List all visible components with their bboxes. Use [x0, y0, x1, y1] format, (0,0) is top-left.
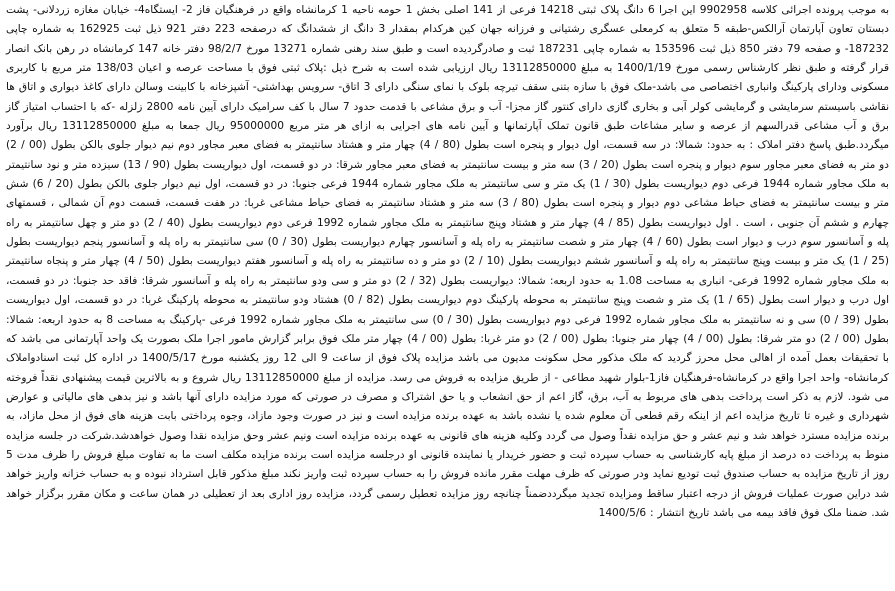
- auction-notice-body-text: به موجب پرونده اجرائی کلاسه 9902958 این اجرا 6 دانگ پلاک ثبتی 14218 فرعی از 141 اصلی بخش 1 حومه ناحیه 1 کرمانشاه واقع در فرهنگیان فاز 2- ایستگاه4- خیابان مغازه زردلانی- پشت دبستان تعاون آپارتمان آرالکس-طبقه 5 متعلق به کرمعلی عسگری رشتیانی و فرزانه جهان کین هرکدام بمقدار 3 دانگ از ششدانگ که درصفحه 223 دفتر 921 ذیل ثبت 162925 به شماره چاپی 187232- و صفحه 79 دفتر 850 ذیل ثبت 153596 به شماره چاپی 187231 ثبت و صادرگردیده است و طبق سند رهنی شماره 13271 مورخ 98/2/7 دفتر خانه 147 کرمانشاه در رهن بانک انصار قرار گرفته و طبق نظر کارشناس رسمی مورخ 1400/1/19 به مبلغ 13112850000 ریال ارزیابی شده است به شرح ذیل :پلاک ثبتی فوق با مساحت عرصه و اعیان 138/03 متر مربع با کاربری مسکونی ودارای پارکینگ وانباری اختصاصی می باشد-ملک فوق با سازه بتنی سقف تیرچه بلوک با نمای سنگی دارای 3 اتاق- سرویس بهداشتی- آشپزخانه با کابینت وسالن دارای کاغذ دیواری و اتاق ها نقاشی باسیستم سرمایشی و گرمایشی کولر آبی و بخاری گازی دارای کنتور گاز مجزا- آب و برق مشاعی با قدمت حدود 7 سال با کف سرامیک دارای آیین نامه 2800 زلزله -که با احتساب امتیاز گاز برق و آب مشاعی قدرالسهم از عرصه و سایر مشاعات طبق قانون تملک آپارتمانها و آیین نامه های اجرایی به ازای هر متر مربع 95000000 ریال جمعا به مبلغ 13112850000 ریال برآورد میگردد.طبق پاسخ دفتر املاک : به حدود: شمالا: در سه قسمت، اول دیوار و پنجره است بطول (80 / 4) چهار متر و هشتاد سانتیمتر به فضای معبر مجاور دوم نیم دیوار جلوی بالکن بطول (00 / 2) دو متر به فضای معبر مجاور سوم دیوار و پنجره است بطول (20 / 3) سه متر و بیست سانتیمتر به فضای معبر مجاور شرقا: در دو قسمت، اول دیواریست بطول (90 / 13) سیزده متر و نود سانتیمتر به ملک مجاور شماره 1944 فرعی دوم دیواریست بطول (30 / 1) یک متر و سی سانتیمتر به ملک مجاور شماره 1944 فرعی جنوبا: در دو قسمت، اول نیم دیوار جلوی بالکن بطول (20 / 6) شش متر و بیست سانتیمتر به فضای حیاط مشاعی دوم دیوار و پنجره است بطول (80 / 3) سه متر و هشتاد سانتیمتر به فضای حیاط مشاعی غربا: در هفت قسمت، قسمت دوم آن شمالی ، قسمتهای چهارم و ششم آن جنوبی ، است . اول دیواریست بطول (85 / 4) چهار متر و هشتاد وپنج سانتیمتر به ملک مجاور شماره 1992 فرعی دوم دیواریست بطول (40 / 2) دو متر و چهل سانتیمتر به راه پله و آسانسور سوم درب و دیوار است بطول (60 / 4) چهار متر و شصت سانتیمتر به راه پله و آسانسور چهارم دیواریست بطول (30 / 0) سی سانتیمتر به راه پله و آسانسور پنجم دیواریست بطول (25 / 1) یک متر و بیست وپنج سانتیمتر به راه پله و آسانسور ششم دیواریست بطول (10 / 2) دو متر و ده سانتیمتر به راه پله و آسانسور هفتم دیواریست بطول (50 / 4) چهار متر و پنجاه سانتیمتر به ملک مجاور شماره 1992 فرعی- انباری به مساحت 1.08 به حدود اربعه: شمالا: دیواریست بطول (32 / 2) دو متر و سی ودو سانتیمتر به راه پله و آسانسور شرقا: فاقد حد جنوبا: در دو قسمت، اول درب و دیوار است بطول (65 / 1) یک متر و شصت وپنج سانتیمتر به محوطه پارکینگ دوم دیواریست بطول (82 / 0) هشتاد ودو سانتیمتر به محوطه پارکینگ غربا: در دو قسمت، اول دیواریست بطول (39 / 0) سی و نه سانتیمتر به ملک مجاور شماره 1992 فرعی دوم دیواریست بطول (30 / 0) سی سانتیمتر به ملک مجاور شماره 1992 فرعی -پارکینگ به مساحت 8 به حدود اربعه: شمالا: بطول (00 / 2) دو متر شرقا: بطول (00 / 4) چهار متر جنوبا: بطول (00 / 2) دو متر غربا: بطول (00 / 4) چهار متر ملک فوق برابر گزارش مامور اجرا ملک بصورت یک واحد آپارتمانی می باشد که با تحقیقات بعمل آمده از اهالی محل محرز گردید که ملک مذکور محل سکونت مدیون می باشد مزایده پلاک فوق از ساعت 9 الی 12 روز یکشنبه مورخ 1400/5/17 در اداره کل ثبت اسنادواملاک کرمانشاه- واحد اجرا واقع در کرمانشاه-فرهنگیان فاز1-بلوار شهید مطاعی - از طریق مزایده به فروش می رسد. مزایده از مبلغ 13112850000 ریال شروع و به بالاترین قیمت پیشنهادی نقداً فروخته می شود. لازم به ذکر است پرداخت بدهی های مربوط به آب، برق، گاز اعم از حق انشعاب و یا حق اشتراک و مصرف در صورتی که مورد مزایده دارای آنها باشد و نیز بدهی های مالیاتی و عوارض شهرداری و غیره تا تاریخ مزایده اعم از اینکه رقم قطعی آن معلوم شده یا نشده باشد به عهده برنده مزایده است و نیز در صورت وجود مازاد، وجوه پرداختی بابت هزینه های فوق از محل مازاد، به برنده مزایده مسترد خواهد شد و نیم عشر و حق مزایده نقداً وصول می گردد وکلیه هزینه های قانونی به عهده برنده مزایده است ونیم عشر وحق مزایده نقدا وصول خواهدشد.شرکت در جلسه مزایده منوط به پرداخت ده درصد از مبلغ پایه کارشناسی به حساب سپرده ثبت و حضور خریدار یا نماینده قانونی او درجلسه مزایده است برنده مزایده مکلف است ما به تفاوت مبلغ فروش را ظرف مدت 5 روز از تاریخ مزایده به حساب صندوق ثبت تودیع نماید ودر صورتی که ظرف مهلت مقرر مانده فروش را به حساب سپرده ثبت واریز نکند مبلغ مذکور قابل استرداد نبوده و به حساب خزانه واریز خواهد شد دراین صورت عملیات فروش از درجه اعتبار ساقط ومزایده تجدید میگرددضمناً چنانچه روز مزایده تعطیل رسمی گردد، مزایده روز اداری بعد از تعطیلی در همان ساعت و مکان مقرر برگزار خواهد شد. ضمنا ملک فوق فاقد بیمه می باشد تاریخ انتشار : 1400/5/6: [6, 4, 890, 519]
